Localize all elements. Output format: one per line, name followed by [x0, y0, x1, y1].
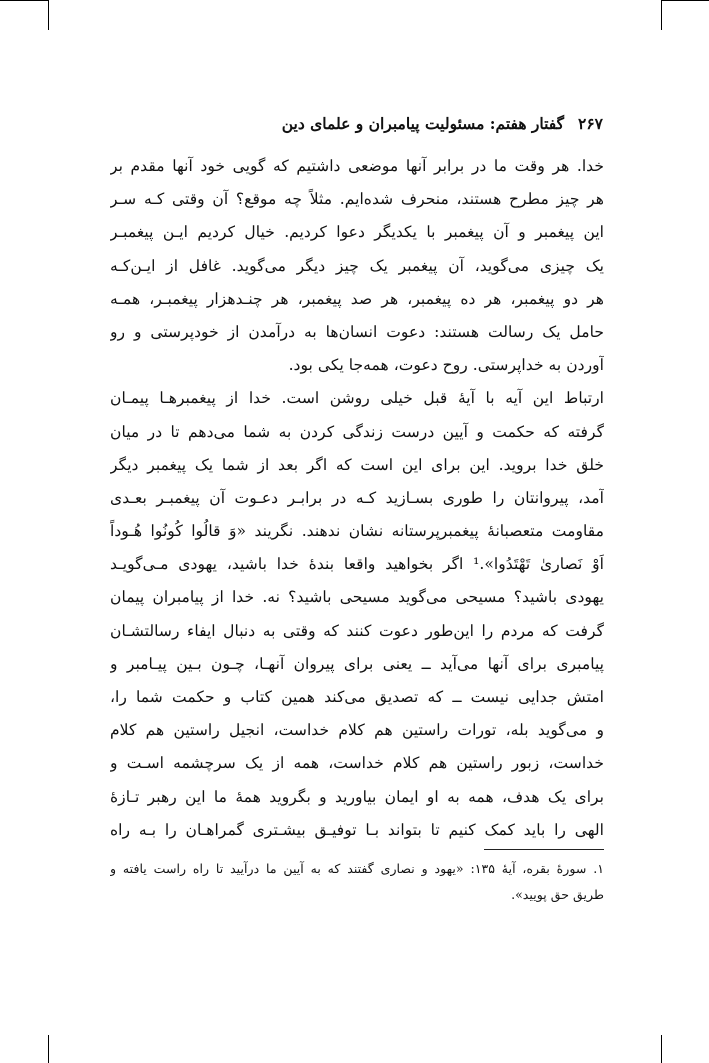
body-line: خدا. هر وقت ما در برابر آنها موضعی داشتیم که گویی خود آنها مقدم بر [110, 157, 604, 175]
body-line: پیامبری برای آنها می‌آید ــ یعنی برای پیروان آنهـا، چـون بـین پیـامبر و [110, 654, 604, 673]
running-header [110, 114, 603, 133]
body-line: یک چیزی می‌گوید، آن پیغمبر یک چیز دیگر می‌گوید. غافل از ایـن‌کـه [110, 256, 604, 275]
body-line: حامل یک رسالت هستند: دعوت انسان‌ها به درآمدن از خودپرستی و رو [110, 322, 604, 341]
crop-mark-bottom-right-vertical [661, 1035, 662, 1063]
body-line: امتش جدایی نیست ــ که تصدیق می‌کند همین کتاب و حکمت شما را، [110, 688, 604, 706]
body-line: هر چیز مطرح هستند، منحرف شده‌ایم. مثلاً چه موقع؟ آن وقتی کـه سـر [110, 190, 604, 209]
body-line: هر دو پیغمبر، هر ده پیغمبر، هر صد پیغمبر، هر چنـدهزار پیغمبـر، همـه [110, 289, 604, 308]
body-line: برای یک هدف، همه به او ایمان بیاورید و بگروید همهٔ ما این رهبر تـازهٔ [110, 787, 604, 806]
body-line: گرفت که مردم را این‌طور دعوت کنند که وقتی به دنبال ایفاء رسالتشـان [110, 621, 604, 640]
body-text [110, 150, 604, 847]
body-line: الهی را باید کمک کنیم تا بتواند بـا توفیـق بیشـتری گمراهـان را بـه راه [110, 820, 604, 839]
footnote-line: طریق حق پویید». [511, 887, 604, 902]
crop-mark-bottom-left-vertical [48, 1035, 49, 1063]
body-line: و می‌گوید بله، تورات راستین هم کلام خداست، انجیل راستین هم کلام [110, 721, 604, 740]
body-line: آمد، پیروانتان را طوری بسـازید کـه در برابـر دعـوت آن پیغمبـر بعـدی [110, 488, 604, 507]
footnote [110, 856, 604, 908]
body-line: خلق خدا بروید. این برای این است که اگر بعد از شما یک پیغمبر دیگر [110, 455, 604, 474]
body-line: یهودی باشید؟ مسیحی می‌گوید مسیحی باشید؟ نه. خدا از پیامبران پیمان [110, 588, 604, 607]
footnote-line: ۱. سورهٔ بقره، آیهٔ ۱۳۵: «یهود و نصاری گفتند که به آیین ما درآیید تا راه راست یافته و [110, 861, 604, 876]
body-line: مقاومت متعصبانهٔ پیغمبرپرستانه نشان ندهند. نگریند «وَ قالُوا کُونُوا هُـوداً [110, 522, 604, 541]
body-line: خداست، زبور راستین هم کلام خداست، همه از یک سرچشمه اسـت و [110, 754, 604, 773]
body-line: آوردن به خداپرستی. روح دعوت، همه‌جا یکی بود. [288, 356, 604, 375]
chapter-title: گفتار هفتم: مسئولیت پیامبران و علمای دین [281, 114, 565, 133]
crop-mark-top-left-vertical [48, 0, 49, 30]
page-number: ۲۶۷ [578, 114, 603, 133]
body-line: ارتباط این آیه با آیهٔ قبل خیلی روشن است. خدا از پیغمبرهـا پیمـان [110, 389, 604, 408]
crop-mark-top-left [0, 0, 48, 1]
body-line: این پیغمبر و آن پیغمبر با یکدیگر دعوا کردیم. خیال کردیم ایـن پیغمبـر [110, 223, 604, 242]
crop-mark-top-right [661, 0, 709, 1]
footnote-divider [484, 849, 604, 850]
body-line: گرفته که حکمت و آیین درست زندگی کردن به شما می‌دهم تا در میان [110, 422, 604, 441]
body-line: اَوْ نَصارىٰ تَهْتَدُوا».¹ اگر بخواهید واقعا بندهٔ خدا باشید، یهودی مـی‌گویـد [110, 555, 604, 574]
crop-mark-top-right-vertical [661, 0, 662, 30]
